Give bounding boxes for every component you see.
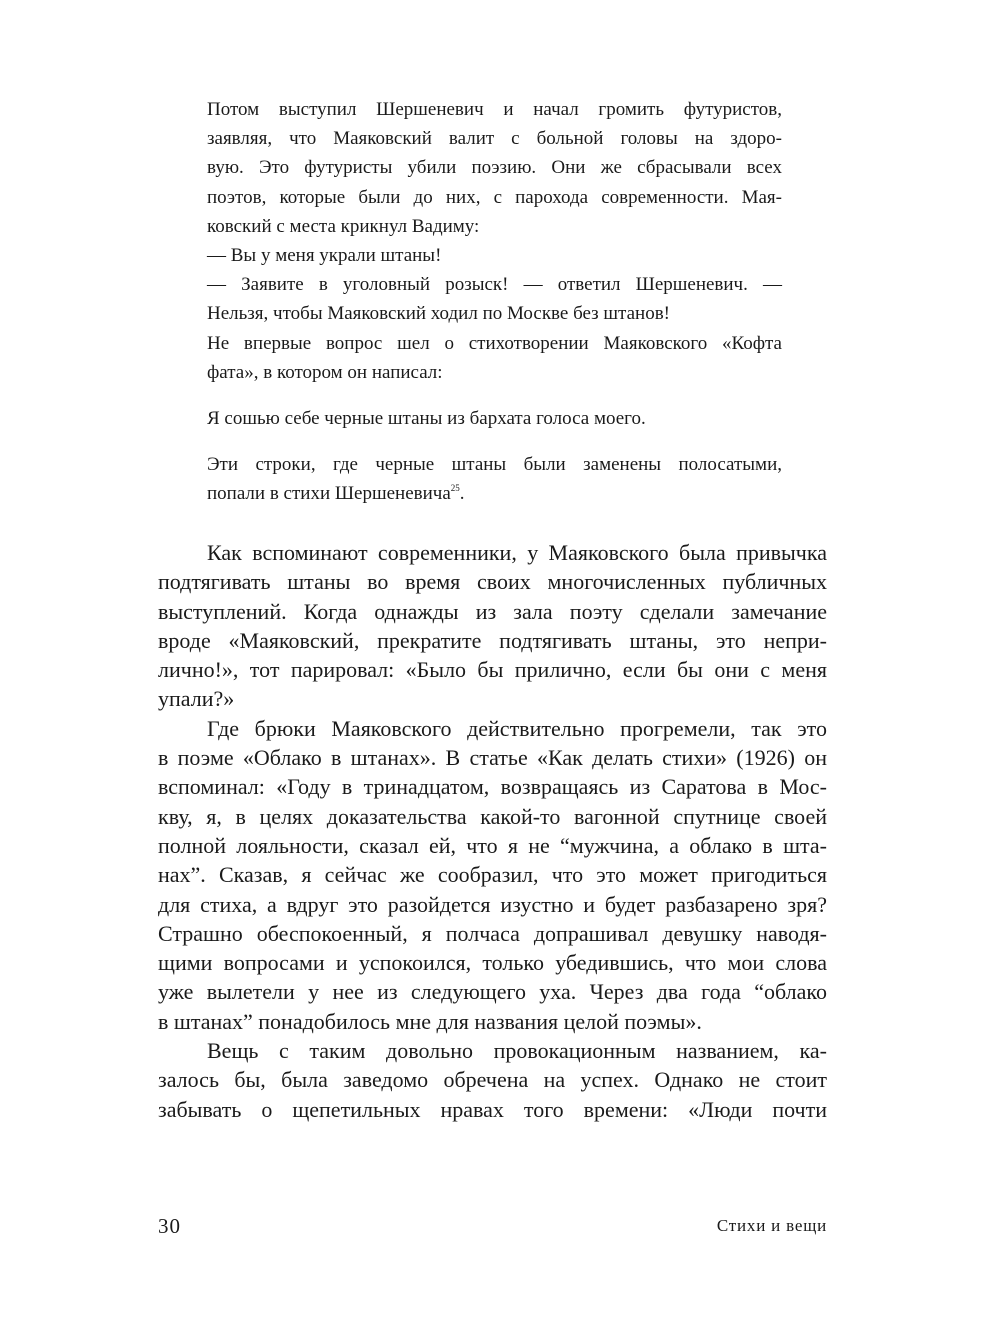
- paragraph-line: кву, я, в целях доказательства какой-то вагонной спутнице своей: [158, 803, 827, 829]
- quote-line: Потом выступил Шершеневич и начал громить футуристов,: [207, 99, 782, 120]
- paragraph-line: вспоминал: «Году в тринадцатом, возвращаясь из Саратова в Мос-: [158, 774, 827, 800]
- quotation-block: [207, 95, 782, 509]
- quote-line: фата», в котором он написал:: [207, 361, 443, 383]
- paragraph-line: в штанах” понадобилось мне для названия целой поэмы».: [158, 1008, 702, 1034]
- paragraph-line: Где брюки Маяковского действительно прогремели, так это: [207, 715, 827, 741]
- paragraph-line: упали?»: [158, 686, 235, 712]
- paragraph-line: залось бы, была заведомо обречена на успех. Однако не стоит: [158, 1067, 827, 1093]
- paragraph-line: уже вылетели у нее из следующего уха. Через два года “облако: [158, 979, 827, 1005]
- quote-line: Не впервые вопрос шел о стихотворении Маяковского «Кофта: [207, 332, 782, 354]
- quote-line: Нельзя, чтобы Маяковский ходил по Москве без штанов!: [207, 303, 670, 325]
- verse-line: Я сошью себе черные штаны из бархата голоса моего.: [207, 408, 646, 430]
- paragraph-line: для стиха, а вдруг это разойдется изустно и будет разбазарено зря?: [158, 891, 827, 917]
- paragraph-line: подтягивать штаны во время своих многочисленных публичных: [158, 569, 827, 595]
- quote-line: поэтов, которые были до них, с парохода современности. Мая-: [207, 186, 782, 208]
- quote-line: — Вы у меня украли штаны!: [207, 245, 442, 267]
- quote-line: заявляя, что Маяковский валит с больной головы на здоро-: [207, 128, 782, 150]
- quote-line-period: .: [459, 483, 465, 505]
- paragraph-line: нах”. Сказав, я сейчас же сообразил, что это может пригодиться: [158, 862, 827, 888]
- paragraph-line: лично!», тот парировал: «Было бы прилично, если бы они с меня: [158, 657, 827, 683]
- paragraph-line: в поэме «Облако в штанах». В статье «Как делать стихи» (1926) он: [158, 745, 827, 771]
- paragraph-line: полной лояльности, сказал ей, что я не “мужчина, а облако в шта-: [158, 832, 827, 858]
- quote-line: Эти строки, где черные штаны были заменены полосатыми,: [207, 454, 782, 476]
- quote-line: вую. Это футуристы убили поэзию. Они же сбрасывали всех: [207, 157, 782, 179]
- paragraph-line: выступлений. Когда однажды из зала поэту сделали замечание: [158, 598, 827, 624]
- paragraph-line: Вещь с таким довольно провокационным названием, ка-: [207, 1038, 827, 1064]
- paragraph-line: Как вспоминают современники, у Маяковского была привычка: [207, 540, 827, 565]
- paragraph-line: вроде «Маяковский, прекратите подтягивать штаны, это непри-: [158, 627, 827, 653]
- quote-line: [207, 479, 782, 508]
- quote-line: — Заявите в уголовный розыск! — ответил Шершеневич. —: [207, 274, 782, 296]
- footnote-marker: 25: [450, 483, 460, 494]
- paragraph-line: Страшно обеспокоенный, я полчаса допрашивал девушку наводя-: [158, 920, 827, 946]
- page-number: 30: [158, 1214, 181, 1238]
- paragraph-line: забывать о щепетильных нравах того времени: «Люди почти: [158, 1096, 827, 1122]
- main-text: [158, 538, 827, 1124]
- running-title: Стихи и вещи: [716, 1216, 827, 1235]
- paragraph-line: щими вопросами и успокоился, только убедившись, что мои слова: [158, 950, 827, 976]
- quote-line-text: попали в стихи Шершеневича: [207, 483, 451, 505]
- quote-line: ковский с места крикнул Вадиму:: [207, 215, 480, 237]
